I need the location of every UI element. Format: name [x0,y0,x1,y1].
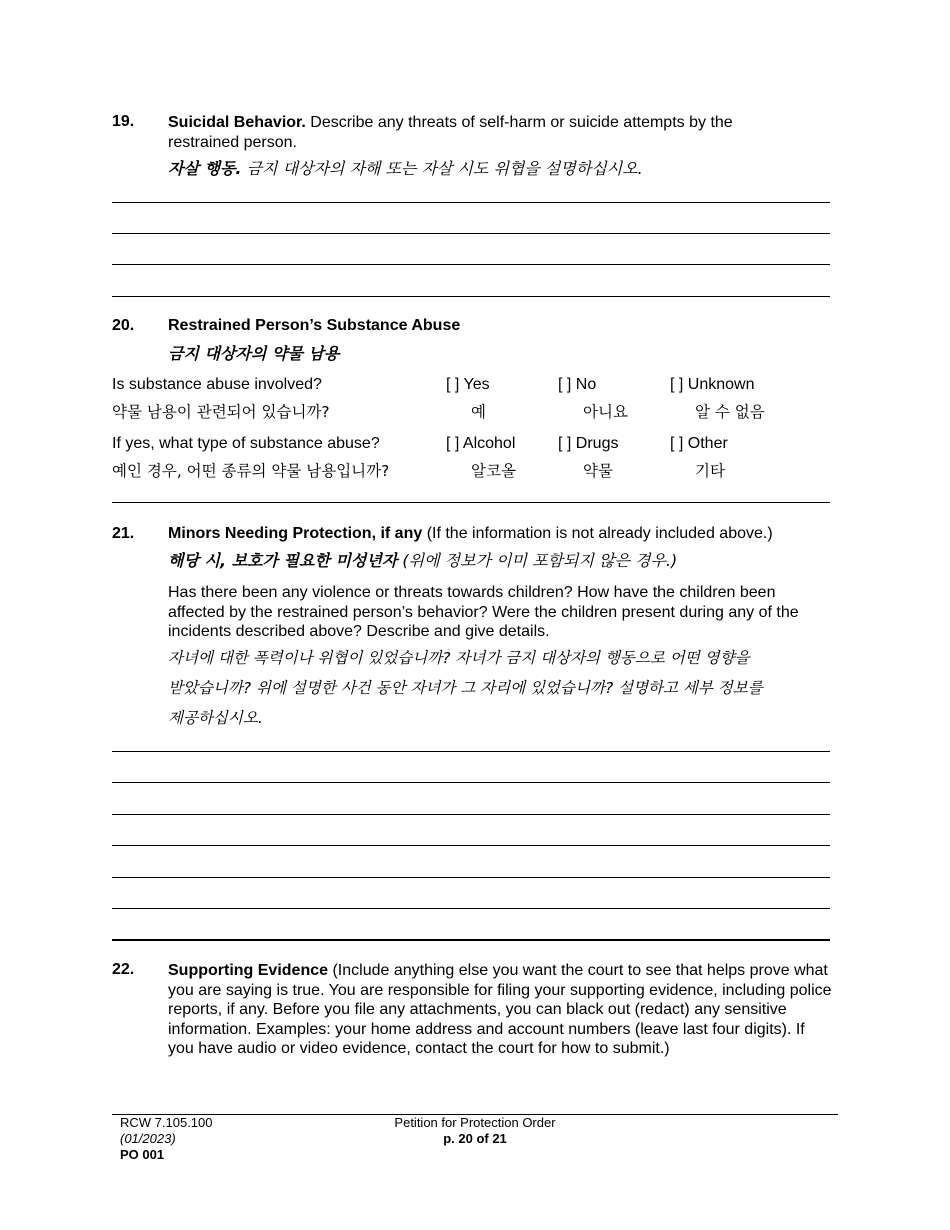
q19-prompt [168,113,788,152]
q21-ko-note: (위에 정보가 이미 포함되지 않은 경우.) [397,551,678,570]
q20-number: 20. [112,317,135,334]
answer-line[interactable] [112,233,830,234]
q21-prompt [168,525,773,543]
checkbox-other[interactable]: [ ] Other [670,435,728,452]
section-divider [112,502,830,503]
footer-page: p. 20 of 21 [443,1131,507,1146]
answer-line[interactable] [112,908,830,909]
checkbox-unknown-ko: 알 수 없음 [695,403,765,421]
checkbox-unknown[interactable]: [ ] Unknown [670,376,755,393]
q22-text: (Include anything else you want the court to see that helps prove what you are saying is true. You are responsible for filing your supporting evidence, including police reports, if any. Before you file any attachments, you can black out (redact) any sensitive information. Examples: your home address and account numbers (leave last four digits). If you have audio or video evidence, contact the court for how to submit.) [168,962,832,1057]
answer-line[interactable] [112,877,830,878]
answer-line[interactable] [112,264,830,265]
q21-ko-line: 자녀에 대한 폭력이나 위협이 있었습니까? 자녀가 금지 대상자의 행동으로 어떤 영향을 [168,649,750,667]
footer-rcw: RCW 7.105.100 [120,1115,213,1130]
q21-ko-line: 제공하십시오. [168,709,263,727]
q21-ko-title: 해당 시, 보호가 필요한 미성년자 [168,551,398,570]
substance-involved-question: Is substance abuse involved? [112,376,322,393]
substance-involved-question-ko: 약물 남용이 관련되어 있습니까? [112,403,330,421]
answer-line[interactable] [112,814,830,815]
checkbox-drugs[interactable]: [ ] Drugs [558,435,619,452]
answer-line[interactable] [112,296,830,297]
q19-ko-title: 자살 행동. [168,159,242,178]
q20-title: Restrained Person’s Substance Abuse [168,317,461,334]
footer-doc-title: Petition for Protection Order [394,1115,556,1130]
q21-title-note: (If the information is not already included above.) [422,525,773,542]
answer-line[interactable] [112,751,830,752]
answer-line[interactable] [112,202,830,203]
checkbox-other-ko: 기타 [695,462,725,480]
substance-type-question: If yes, what type of substance abuse? [112,435,380,452]
checkbox-drugs-ko: 약물 [583,462,613,480]
q21-title: Minors Needing Protection, if any [168,525,423,542]
answer-line[interactable] [112,845,830,846]
footer-left [120,1115,213,1163]
checkbox-yes-ko: 예 [471,403,486,421]
q21-number: 21. [112,525,135,542]
checkbox-alcohol[interactable]: [ ] Alcohol [446,435,516,452]
substance-type-question-ko: 예인 경우, 어떤 종류의 약물 남용입니까? [112,462,390,480]
section-divider [112,939,830,941]
q21-ko-line: 받았습니까? 위에 설명한 사건 동안 자녀가 그 자리에 있었습니까? 설명하고 세부 정보를 [168,679,763,697]
q22-prompt [168,961,833,1059]
q19-text: Describe any threats of self-harm or suicide attempts by the restrained person. [168,114,733,151]
q19-ko-prompt [168,156,643,179]
checkbox-no[interactable]: [ ] No [558,376,597,393]
q19-ko-text: 금지 대상자의 자해 또는 자살 시도 위협을 설명하십시오. [241,159,643,178]
checkbox-alcohol-ko: 알코올 [471,462,516,480]
q19-number: 19. [112,113,135,130]
checkbox-yes[interactable]: [ ] Yes [446,376,490,393]
footer-center [370,1115,580,1147]
answer-line[interactable] [112,782,830,783]
footer-date: (01/2023) [120,1131,176,1146]
q20-ko-title: 금지 대상자의 약물 남용 [168,344,340,363]
q21-ko-prompt [168,548,677,571]
q21-text: Has there been any violence or threats towards children? How have the children been affected by the restrained person’s behavior? Were the children present during any of the incidents described above? Describe and give details. [168,584,799,640]
checkbox-no-ko: 아니요 [583,403,628,421]
q22-title: Supporting Evidence [168,962,329,979]
footer-form: PO 001 [120,1147,165,1162]
q19-title: Suicidal Behavior. [168,114,306,131]
q22-number: 22. [112,961,135,978]
